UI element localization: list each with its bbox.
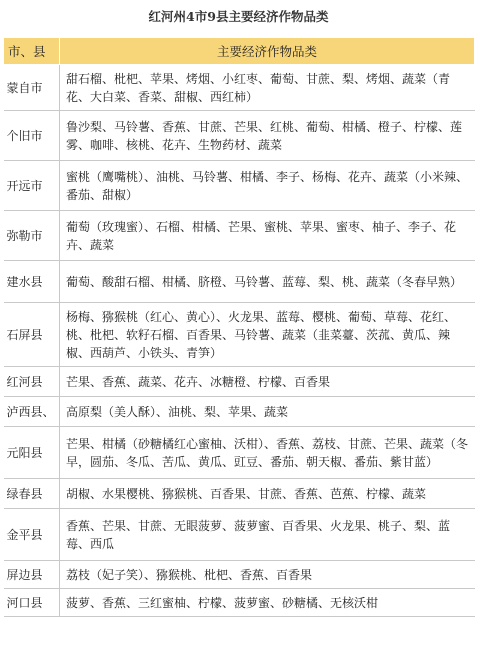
crops-cell: 荔枝（妃子笑）、猕猴桃、枇杷、香蕉、百香果	[60, 561, 475, 589]
city-cell: 绿春县	[4, 479, 60, 509]
table-row	[4, 303, 475, 367]
table-row	[4, 161, 475, 211]
crops-cell: 葡萄、酸甜石榴、柑橘、脐橙、马铃薯、蓝莓、梨、桃、蔬菜（冬春早熟）	[60, 261, 475, 303]
table-row	[4, 589, 475, 617]
city-cell: 建水县	[4, 261, 60, 303]
crops-cell: 鲁沙梨、马铃薯、香蕉、甘蔗、芒果、红桃、葡萄、柑橘、橙子、柠檬、莲雾、咖啡、核桃、花卉、生物药材、蔬菜	[60, 111, 475, 161]
crops-cell: 芒果、香蕉、蔬菜、花卉、冰糖橙、柠檬、百香果	[60, 367, 475, 397]
city-cell: 泸西县、	[4, 397, 60, 427]
table-row	[4, 261, 475, 303]
crops-cell: 蜜桃（鹰嘴桃）、油桃、马铃薯、柑橘、李子、杨梅、花卉、蔬菜（小米辣、番茄、甜椒）	[60, 161, 475, 211]
crops-table	[3, 37, 475, 617]
city-cell: 河口县	[4, 589, 60, 617]
city-cell: 蒙自市	[4, 65, 60, 111]
crops-cell: 芒果、柑橘（砂糖橘红心蜜柚、沃柑）、香蕉、荔枝、甘蔗、芒果、蔬菜（冬早，圆茄、冬瓜、苦瓜、黄瓜、豇豆、番茄、朝天椒、番茄、紫甘蓝）	[60, 427, 475, 479]
table-row	[4, 111, 475, 161]
city-cell: 红河县	[4, 367, 60, 397]
table-row	[4, 479, 475, 509]
crops-cell: 甜石榴、枇杷、苹果、烤烟、小红枣、葡萄、甘蔗、梨、烤烟、蔬菜（青花、大白菜、香菜、甜椒、西红柿）	[60, 65, 475, 111]
city-cell: 开远市	[4, 161, 60, 211]
header-crops: 主要经济作物品类	[60, 38, 475, 65]
city-cell: 屏边县	[4, 561, 60, 589]
city-cell: 石屏县	[4, 303, 60, 367]
city-cell: 个旧市	[4, 111, 60, 161]
table-row	[4, 211, 475, 261]
table-header-row	[4, 38, 475, 65]
crops-cell: 葡萄（玫瑰蜜）、石榴、柑橘、芒果、蜜桃、苹果、蜜枣、柚子、李子、花卉、蔬菜	[60, 211, 475, 261]
crops-cell: 菠萝、香蕉、三红蜜柚、柠檬、菠萝蜜、砂糖橘、无核沃柑	[60, 589, 475, 617]
table-row	[4, 561, 475, 589]
crops-cell: 高原梨（美人酥）、油桃、梨、苹果、蔬菜	[60, 397, 475, 427]
page-title: 红河州4市9县主要经济作物品类	[148, 9, 329, 24]
city-cell: 金平县	[4, 509, 60, 561]
city-cell: 弥勒市	[4, 211, 60, 261]
table-row	[4, 367, 475, 397]
table-row	[4, 509, 475, 561]
header-city: 市、县	[4, 38, 60, 65]
crops-cell: 杨梅、猕猴桃（红心、黄心）、火龙果、蓝莓、樱桃、葡萄、草莓、花红、桃、枇杷、软籽石榴、百香果、马铃薯、蔬菜（韭菜薹、茨菰、黄瓜、辣椒、西葫芦、小铁头、青笋）	[60, 303, 475, 367]
table-row	[4, 397, 475, 427]
table-row	[4, 65, 475, 111]
crops-cell: 胡椒、水果樱桃、猕猴桃、百香果、甘蔗、香蕉、芭蕉、柠檬、蔬菜	[60, 479, 475, 509]
table-row	[4, 427, 475, 479]
crops-cell: 香蕉、芒果、甘蔗、无眼菠萝、菠萝蜜、百香果、火龙果、桃子、梨、蓝莓、西瓜	[60, 509, 475, 561]
city-cell: 元阳县	[4, 427, 60, 479]
